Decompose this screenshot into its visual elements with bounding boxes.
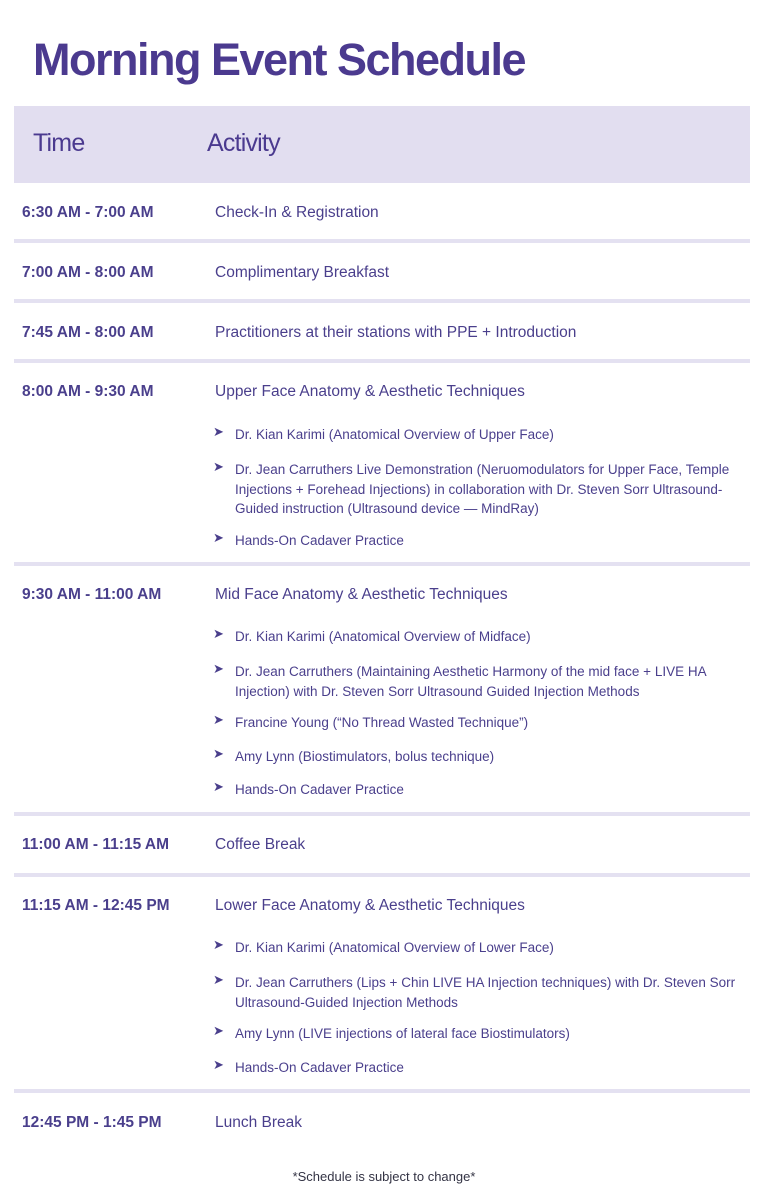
arrow-bullet-icon: ➤ [213,424,224,439]
row-time: 11:15 AM - 12:45 PM [22,897,170,914]
list-item-text: Dr. Jean Carruthers (Lips + Chin LIVE HA Injection techniques) with Dr. Steven Sorr Ultrasound-Guided Injection Methods [235,975,736,1010]
arrow-bullet-icon: ➤ [213,626,224,641]
table-header [14,106,750,183]
list-item-text: Hands-On Cadaver Practice [235,782,404,797]
row-time: 6:30 AM - 7:00 AM [22,204,154,221]
arrow-bullet-icon: ➤ [213,530,224,545]
list-item-text: Hands-On Cadaver Practice [235,533,404,548]
list-item-text: Dr. Jean Carruthers (Maintaining Aesthetic Harmony of the mid face + LIVE HA Injection) with Dr. Steven Sorr Ultrasound Guided Injection Methods [235,664,706,699]
schedule-row [14,363,750,566]
row-time: 7:45 AM - 8:00 AM [22,324,154,341]
schedule-row [14,566,750,816]
header-activity: Activity [207,129,280,157]
header-time: Time [33,129,85,157]
list-item-text: Dr. Jean Carruthers Live Demonstration (Neruomodulators for Upper Face, Temple Injections + Forehead Injections) in collaboration with Dr. Steven Sorr Ultrasound-Guided instruction (Ultrasound device — MindRay) [235,462,730,516]
row-activity: Lower Face Anatomy & Aesthetic Techniques [215,897,525,914]
row-time: 11:00 AM - 11:15 AM [22,836,170,853]
row-activity: Check-In & Registration [215,204,379,221]
arrow-bullet-icon: ➤ [213,972,224,987]
list-item-text: Dr. Kian Karimi (Anatomical Overview of Upper Face) [235,427,554,442]
list-item-text: Amy Lynn (LIVE injections of lateral face Biostimulators) [235,1026,570,1041]
list-item-text: Francine Young (“No Thread Wasted Technique”) [235,715,529,730]
schedule-row [14,243,750,303]
row-activity: Complimentary Breakfast [215,264,390,281]
arrow-bullet-icon: ➤ [213,1023,224,1038]
row-activity: Practitioners at their stations with PPE + Introduction [215,324,577,341]
row-activity: Lunch Break [215,1114,303,1131]
schedule-table [14,183,750,1153]
row-time: 7:00 AM - 8:00 AM [22,264,154,281]
arrow-bullet-icon: ➤ [213,712,224,727]
row-activity: Upper Face Anatomy & Aesthetic Techniques [215,383,525,400]
arrow-bullet-icon: ➤ [213,459,224,474]
arrow-bullet-icon: ➤ [213,779,224,794]
list-item-text: Amy Lynn (Biostimulators, bolus technique) [235,749,495,764]
disclaimer-note: *Schedule is subject to change* [292,1169,476,1184]
schedule-row [14,183,750,243]
arrow-bullet-icon: ➤ [213,1057,224,1072]
arrow-bullet-icon: ➤ [213,746,224,761]
row-time: 12:45 PM - 1:45 PM [22,1114,162,1131]
schedule-row [14,1093,750,1153]
list-item-text: Dr. Kian Karimi (Anatomical Overview of Lower Face) [235,940,554,955]
page-title: Morning Event Schedule [33,34,526,85]
arrow-bullet-icon: ➤ [213,937,224,952]
row-time: 8:00 AM - 9:30 AM [22,383,154,400]
list-item-text: Hands-On Cadaver Practice [235,1060,404,1075]
schedule-row [14,816,750,877]
row-activity: Coffee Break [215,836,306,853]
row-time: 9:30 AM - 11:00 AM [22,586,162,603]
schedule-row [14,303,750,363]
arrow-bullet-icon: ➤ [213,661,224,676]
list-item-text: Dr. Kian Karimi (Anatomical Overview of Midface) [235,629,531,644]
row-activity: Mid Face Anatomy & Aesthetic Techniques [215,586,508,603]
schedule-row [14,877,750,1093]
